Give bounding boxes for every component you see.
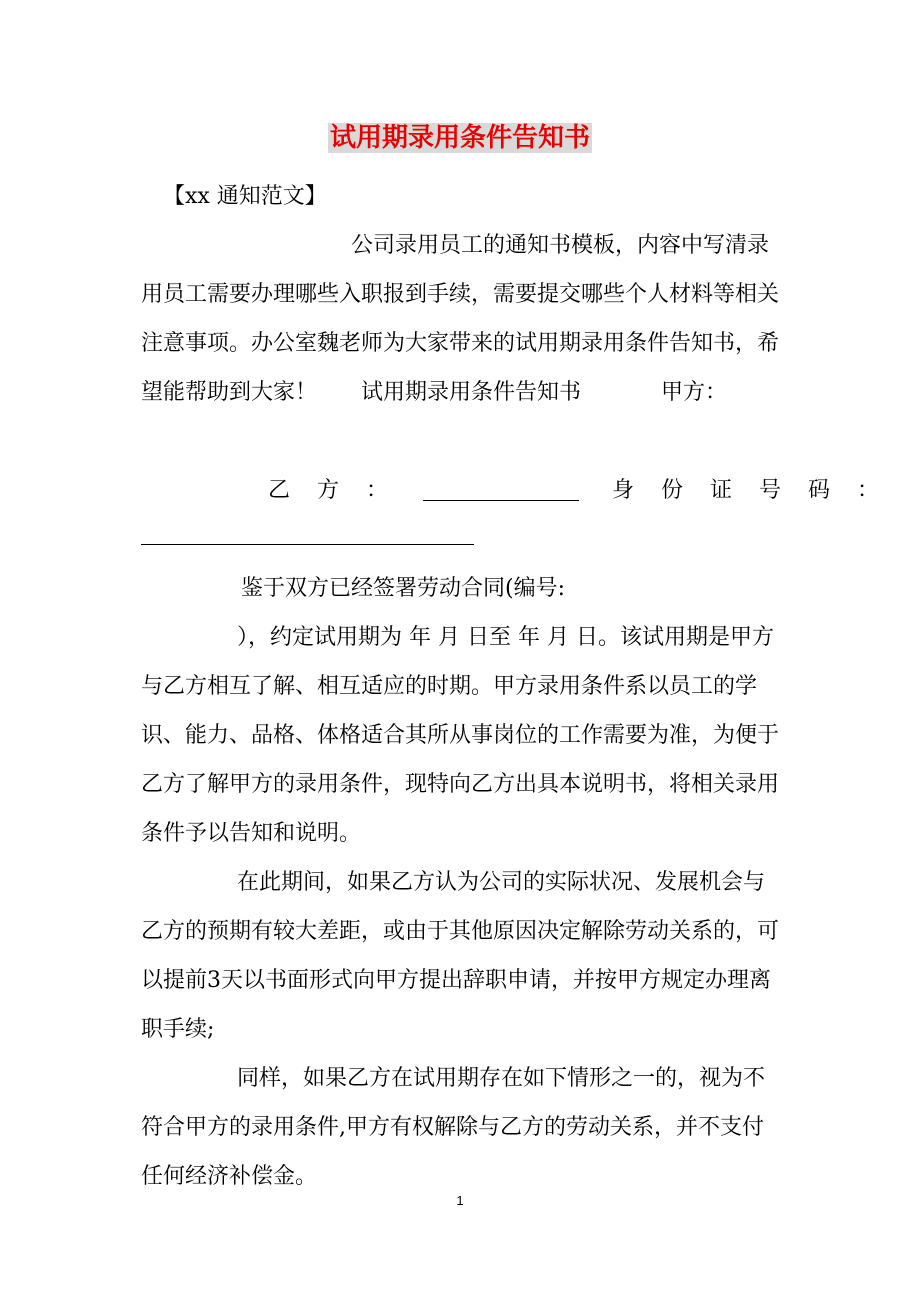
- resignation-paragraph: 在此期间，如果乙方认为公司的实际状况、发展机会与乙方的预期有较大差距，或由于其他原因决定解除劳动关系的，可以提前3天以书面形式向甲方提出辞职申请，并按甲方规定办理离职手续;: [141, 870, 780, 1042]
- probation-paragraph: ），约定试用期为 年 月 日至 年 月 日。该试用期是甲方与乙方相互了解、相互适应的时期。甲方录用条件系以员工的学识、能力、品格、体格适合其所从事岗位的工作需要为准，为便于乙方了解甲方的录用条件，现特向乙方出具本说明书，将相关录用条件予以告知和说明。: [141, 625, 780, 846]
- page-number: 1: [456, 1193, 464, 1208]
- party-b-blank: [423, 476, 579, 501]
- document-title-text: 试用期录用条件告知书: [329, 123, 590, 153]
- contract-line: 鉴于双方已经签署劳动合同(编号:: [241, 576, 565, 601]
- party-a-label: 甲方：: [661, 380, 728, 405]
- party-b-row: [268, 466, 889, 515]
- document-tag: 【xx 通知范文】: [163, 184, 327, 209]
- intro-paragraph: [141, 221, 781, 417]
- intro-text: 公司录用员工的通知书模板，内容中写清录用员工需要办理哪些入职报到手续，需要提交哪些个人材料等相关注意事项。办公室魏老师为大家带来的试用期录用条件告知书，希望能帮助到大家！ 试用期录用条件告知书: [141, 233, 780, 405]
- id-number-blank: [141, 544, 474, 545]
- id-number-label: 身 份 证 号 码 ：: [612, 478, 889, 503]
- termination-paragraph: 同样，如果乙方在试用期存在如下情形之一的，视为不符合甲方的录用条件,甲方有权解除与乙方的劳动关系，并不支付任何经济补偿金。: [141, 1066, 766, 1189]
- party-b-label: 乙 方 ：: [268, 478, 398, 503]
- document-title: [0, 116, 920, 158]
